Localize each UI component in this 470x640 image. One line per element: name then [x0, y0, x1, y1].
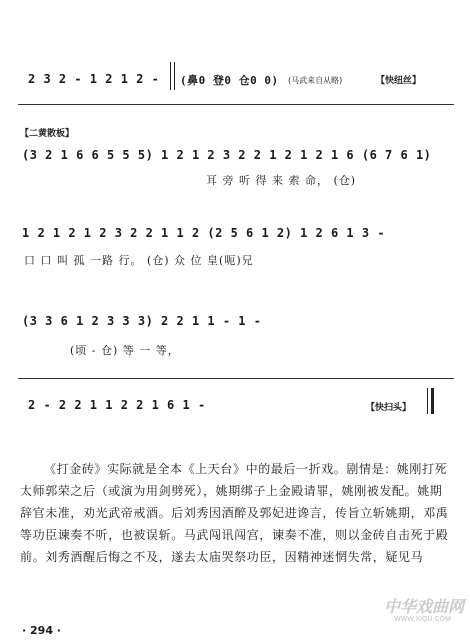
score-row2-lyrics: 耳 旁 听 得 来 索 命， (仓) [206, 174, 357, 187]
score-row4-lyrics: (顷 - 仓) 等 一 等， [70, 344, 180, 357]
staff-divider [18, 104, 454, 105]
score-row3-lyrics: 口 口 叫 孤 一路 行。 (仓) 众 位 皇(呃)兄 [24, 254, 254, 267]
prose-block [20, 458, 450, 568]
score-row1-note: (马武来自从略) [288, 76, 343, 85]
score-row1-percussion: (鼻0 登0 仓0 0) [180, 74, 279, 87]
barline [170, 62, 171, 90]
staff-divider [18, 378, 454, 379]
watermark-logo: 中华戏曲网 [384, 599, 465, 616]
watermark-url: WWW.XIQU.COM [394, 616, 451, 623]
prose-paragraph: 《打金砖》实际就是全本《上天台》中的最后一折戏。剧情是：姚刚打死太师郭荣之后（或演为用剑劈死），姚期绑子上金殿请罪，姚刚被发配。姚期辞官未准，劝光武帝戒酒。后刘秀因酒醉及郭妃进谗言，传旨立斩姚期，邓禹等功臣谏奏不听，也被误斩。马武闯讯闯宫，谏奏不准，则以金砖自击死于殿前。刘秀酒醒后悔之不及，遂去太庙哭祭功臣，因精神迷惘失常，疑见马 [20, 462, 449, 564]
final-barline [427, 388, 428, 414]
page-number: · 294 · [22, 624, 61, 637]
score-row4-notes: (3 3 6 1 2 3 3 3) 2 2 1 1 - 1 - [22, 314, 262, 328]
score-row5-notes: 2 - 2 2 1 1 2 2 1 6 1 - [28, 398, 206, 412]
score-row2-notes: (3 2 1 6 6 5 5 5) 1 2 1 2 3 2 2 1 2 1 2 1 6 (6 7 6 1) [22, 148, 432, 162]
section-label: 【二黄散板】 [20, 129, 75, 139]
score-row3-notes: 1 2 1 2 1 2 3 2 2 1 1 2 (2 5 6 1 2) 1 2 6 1 3 - [22, 226, 386, 240]
score-row1-tag: 【快纽丝】 [376, 76, 422, 86]
score-row1-notes: 2 3 2 - 1 2 1 2 - [28, 72, 160, 86]
score-row5-tag: 【快扫头】 [366, 403, 412, 413]
barline [174, 62, 175, 90]
final-barline-thick [431, 388, 434, 414]
